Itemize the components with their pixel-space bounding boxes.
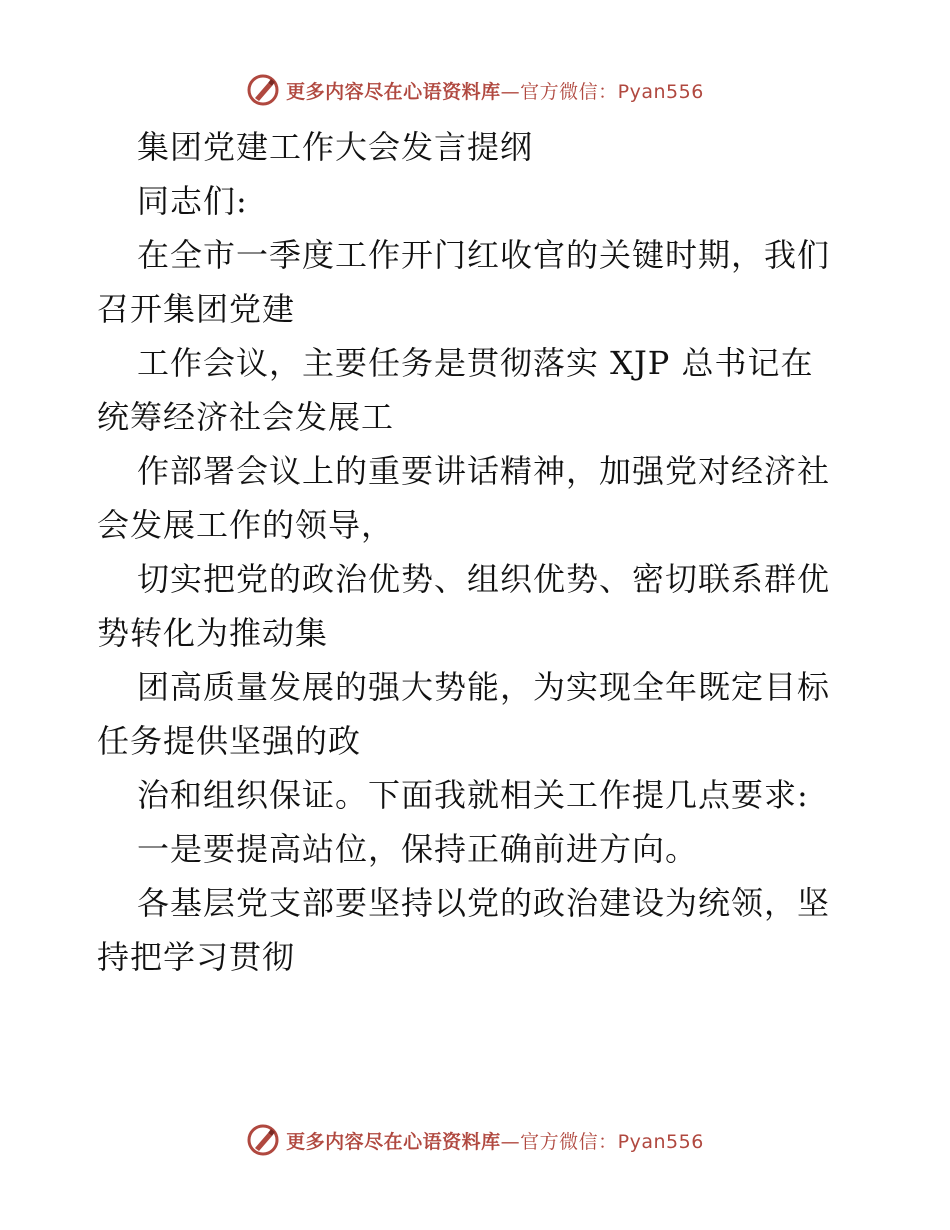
footer-watermark [0,1120,950,1160]
watermark-suffix: 官方微信：Pyan556 [520,1130,704,1153]
paragraph-line: 会发展工作的领导， [97,506,395,544]
paragraph-line: 统筹经济社会发展工 [97,398,395,436]
paragraph-line: 任务提供坚强的政 [97,722,362,760]
pen-logo-icon [246,73,280,107]
pen-logo-icon [246,1123,280,1157]
paragraph-line: 工作会议，主要任务是贯彻落实 XJP 总书记在 [137,344,814,382]
paragraph-line: 同志们: [137,182,248,220]
document-title: 集团党建工作大会发言提纲 [137,128,534,166]
watermark-main: 更多内容尽在心语资料库 [286,1130,501,1153]
watermark-separator: — [500,80,521,103]
watermark-text [286,1127,704,1154]
paragraph-line: 作部署会议上的重要讲话精神，加强党对经济社 [137,452,831,490]
paragraph-line: 治和组织保证。下面我就相关工作提几点要求: [137,776,809,814]
paragraph-line: 持把学习贯彻 [97,938,296,976]
paragraph-line: 在全市一季度工作开门红收官的关键时期，我们 [137,236,831,274]
watermark-separator: — [500,1130,521,1153]
paragraph-line: 各基层党支部要坚持以党的政治建设为统领，坚 [137,884,831,922]
watermark-main: 更多内容尽在心语资料库 [286,80,501,103]
watermark-text [286,77,704,104]
paragraph-line: 势转化为推动集 [97,614,329,652]
paragraph-line: 一是要提高站位，保持正确前进方向。 [137,830,699,868]
document-body [97,120,857,984]
watermark-suffix: 官方微信：Pyan556 [520,80,704,103]
paragraph-line: 切实把党的政治优势、组织优势、密切联系群优 [137,560,831,598]
paragraph-line: 召开集团党建 [97,290,296,328]
header-watermark [0,70,950,110]
paragraph-line: 团高质量发展的强大势能，为实现全年既定目标 [137,668,831,706]
